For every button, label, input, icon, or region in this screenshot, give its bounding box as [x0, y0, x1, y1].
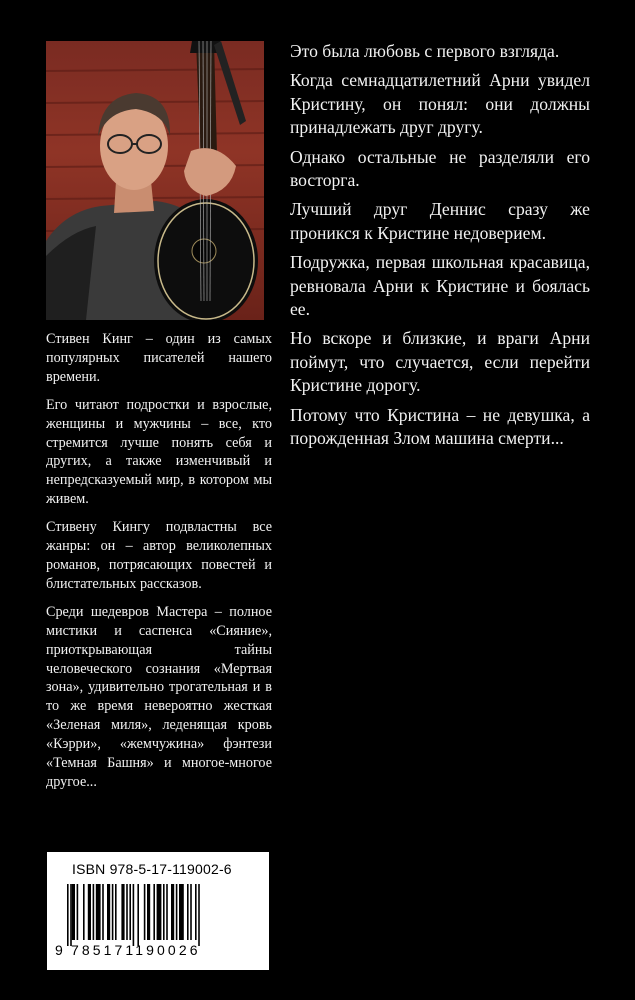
author-bio-paragraph: Стивен Кинг – один из самых популярных писателей нашего времени. — [46, 331, 272, 385]
barcode-bar — [176, 884, 178, 940]
annotation-paragraph: Когда семнадцатилетний Арни увидел Кристину, он понял: они должны принадлежать друг другу. — [290, 70, 590, 138]
book-annotation — [290, 40, 590, 457]
barcode-bar — [126, 884, 128, 940]
barcode-bar — [133, 884, 135, 946]
barcode-bar — [77, 884, 79, 940]
barcode-bar — [198, 884, 200, 946]
barcode-bar — [153, 884, 155, 940]
author-bio-paragraph: Его читают подростки и взрослые, женщины и мужчины – все, кто стремится лучше понять себя и других, а также изменчивый и непредсказуемый мир, в котором мы живем. — [46, 396, 272, 508]
annotation-paragraph: Лучший друг Деннис сразу же проникся к Кристине недоверием. — [290, 199, 590, 243]
barcode-bar — [112, 884, 114, 940]
isbn-barcode — [47, 852, 269, 970]
barcode-bar — [157, 884, 162, 940]
barcode-bar — [195, 884, 197, 940]
barcode-bar — [115, 884, 117, 940]
barcode-bar — [93, 884, 95, 940]
barcode-bar — [72, 884, 75, 940]
barcode-bar — [171, 884, 174, 940]
barcode-bar — [166, 884, 168, 940]
barcode-bar — [83, 884, 85, 940]
barcode-bar — [88, 884, 91, 940]
barcode-bar — [190, 884, 192, 940]
barcode-first-digit: 9 — [55, 942, 66, 958]
barcode-bar — [179, 884, 184, 940]
barcode-bar — [96, 884, 101, 940]
barcode-bar — [187, 884, 189, 940]
isbn-label: ISBN 978-5-17-119002-6 — [72, 861, 232, 877]
author-bio-paragraph: Стивену Кингу подвластны все жанры: он – автор великолепных романов, потрясающих повестей и блистательных рассказов. — [46, 519, 272, 592]
barcode-bar — [144, 884, 146, 940]
barcode-bar — [67, 884, 69, 946]
barcode-bar — [107, 884, 110, 940]
barcode-bar — [147, 884, 150, 940]
barcode-bar — [137, 884, 139, 946]
annotation-paragraph: Однако остальные не разделяли его восторга. — [290, 146, 590, 191]
author-photo — [46, 41, 264, 320]
barcode-bar — [129, 884, 131, 940]
annotation-paragraph: Подружка, первая школьная красавица, ревновала Арни к Кристине и боялась ее. — [290, 252, 590, 320]
barcode-bars — [63, 884, 255, 946]
author-photo-illustration — [46, 41, 264, 320]
barcode-remaining-digits: 785171190026 — [71, 942, 201, 958]
barcode-bar — [102, 884, 104, 940]
annotation-paragraph: Но вскоре и близкие, и враги Арни поймут, что случается, если перейти Кристине дорогу. — [290, 328, 590, 396]
author-bio-paragraph: Среди шедевров Мастера – полное мистики и саспенса «Сияние», приоткрывающая тайны человеческого сознания «Мертвая зона», удивительно трогательная и в то же время невероятно жесткая «Зеленая миля», леденящая кровь «Кэрри», «жемчужина» фэнтези «Темная Башня» и многое-многое другое... — [46, 603, 272, 790]
barcode-bar — [121, 884, 124, 940]
barcode-bar — [163, 884, 165, 940]
barcode-bar — [70, 884, 72, 946]
annotation-paragraph: Это была любовь с первого взгляда. — [290, 41, 560, 61]
author-bio — [46, 330, 272, 801]
annotation-paragraph: Потому что Кристина – не девушка, а порожденная Злом машина смерти... — [290, 404, 590, 449]
